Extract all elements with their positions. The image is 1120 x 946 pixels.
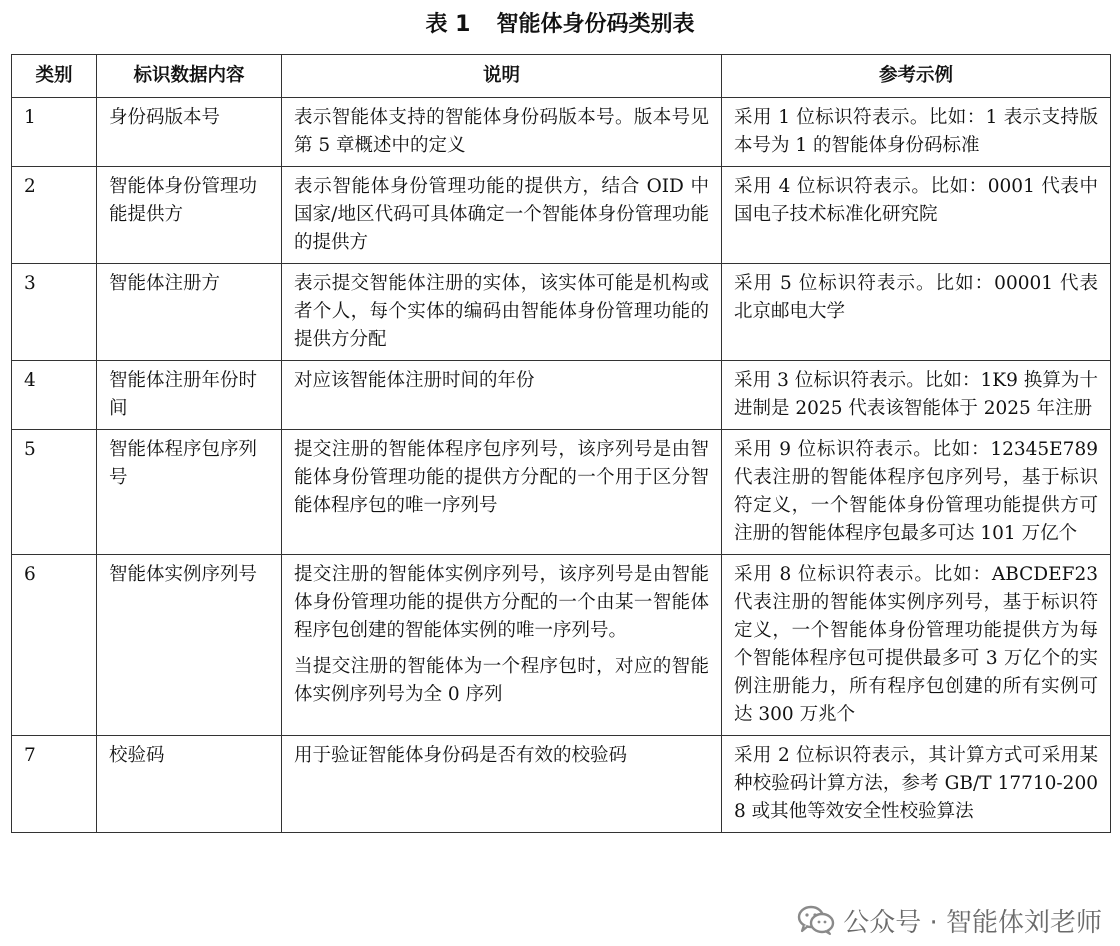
row-example: 采用 2 位标识符表示，其计算方式可采用某种校验码计算方法，参考 GB/T 17710-2008 或其他等效安全性校验算法 (722, 736, 1111, 833)
table-row (12, 361, 1111, 430)
row-category-number: 4 (12, 361, 97, 430)
row-description (282, 264, 722, 361)
table-row (12, 98, 1111, 167)
description-paragraph: 表示智能体身份管理功能的提供方，结合 OID 中国家/地区代码可具体确定一个智能体身份管理功能的提供方 (294, 176, 709, 253)
row-content: 身份码版本号 (97, 98, 282, 167)
table-caption: 智能体身份码类别表 (496, 12, 695, 37)
description-paragraph: 表示智能体支持的智能体身份码版本号。版本号见第 5 章概述中的定义 (294, 107, 709, 156)
table-row (12, 264, 1111, 361)
row-category-number: 5 (12, 430, 97, 555)
row-example: 采用 4 位标识符表示。比如：0001 代表中国电子技术标准化研究院 (722, 167, 1111, 264)
row-content: 智能体身份管理功能提供方 (97, 167, 282, 264)
row-category-number: 7 (12, 736, 97, 833)
description-paragraph: 当提交注册的智能体为一个程序包时，对应的智能体实例序列号为全 0 序列 (294, 656, 709, 705)
row-content: 智能体程序包序列号 (97, 430, 282, 555)
table-header-row (12, 55, 1111, 98)
header-example: 参考示例 (722, 55, 1111, 98)
wechat-icon (797, 905, 835, 935)
row-category-number: 6 (12, 555, 97, 736)
row-description (282, 98, 722, 167)
row-example: 采用 8 位标识符表示。比如：ABCDEF23 代表注册的智能体实例序列号，基于标识符定义，一个智能体身份管理功能提供方为每个智能体程序包可提供最多可 3 万亿个的实例注册能力，所有程序包创建的所有实例可达 300 万兆个 (722, 555, 1111, 736)
row-content: 校验码 (97, 736, 282, 833)
description-paragraph: 表示提交智能体注册的实体，该实体可能是机构或者个人，每个实体的编码由智能体身份管理功能的提供方分配 (294, 273, 709, 350)
row-category-number: 2 (12, 167, 97, 264)
table-row (12, 167, 1111, 264)
header-content: 标识数据内容 (97, 55, 282, 98)
identity-code-category-table (11, 54, 1111, 833)
row-example: 采用 3 位标识符表示。比如：1K9 换算为十进制是 2025 代表该智能体于 2025 年注册 (722, 361, 1111, 430)
row-description (282, 736, 722, 833)
row-description (282, 167, 722, 264)
table-row (12, 555, 1111, 736)
row-example: 采用 9 位标识符表示。比如：12345E789 代表注册的智能体程序包序列号，基于标识符定义，一个智能体身份管理功能提供方可注册的智能体程序包最多可达 101 万亿个 (722, 430, 1111, 555)
table-number: 表 1 (425, 12, 471, 37)
row-description (282, 361, 722, 430)
row-content: 智能体实例序列号 (97, 555, 282, 736)
table-row (12, 736, 1111, 833)
row-description (282, 430, 722, 555)
watermark-text: 公众号 · 智能体刘老师 (843, 907, 1102, 938)
description-paragraph: 提交注册的智能体程序包序列号，该序列号是由智能体身份管理功能的提供方分配的一个用于区分智能体程序包的唯一序列号 (294, 439, 709, 516)
table-row (12, 430, 1111, 555)
description-paragraph: 对应该智能体注册时间的年份 (294, 370, 535, 391)
watermark (791, 902, 1108, 938)
row-example: 采用 1 位标识符表示。比如：1 表示支持版本号为 1 的智能体身份码标准 (722, 98, 1111, 167)
header-description: 说明 (282, 55, 722, 98)
row-content: 智能体注册方 (97, 264, 282, 361)
row-category-number: 1 (12, 98, 97, 167)
row-content: 智能体注册年份时间 (97, 361, 282, 430)
row-example: 采用 5 位标识符表示。比如：00001 代表北京邮电大学 (722, 264, 1111, 361)
table-title (0, 8, 1120, 42)
row-description (282, 555, 722, 736)
description-paragraph: 用于验证智能体身份码是否有效的校验码 (294, 745, 628, 766)
row-category-number: 3 (12, 264, 97, 361)
description-paragraph: 提交注册的智能体实例序列号，该序列号是由智能体身份管理功能的提供方分配的一个由某一智能体程序包创建的智能体实例的唯一序列号。 (294, 564, 709, 641)
header-category: 类别 (12, 55, 97, 98)
